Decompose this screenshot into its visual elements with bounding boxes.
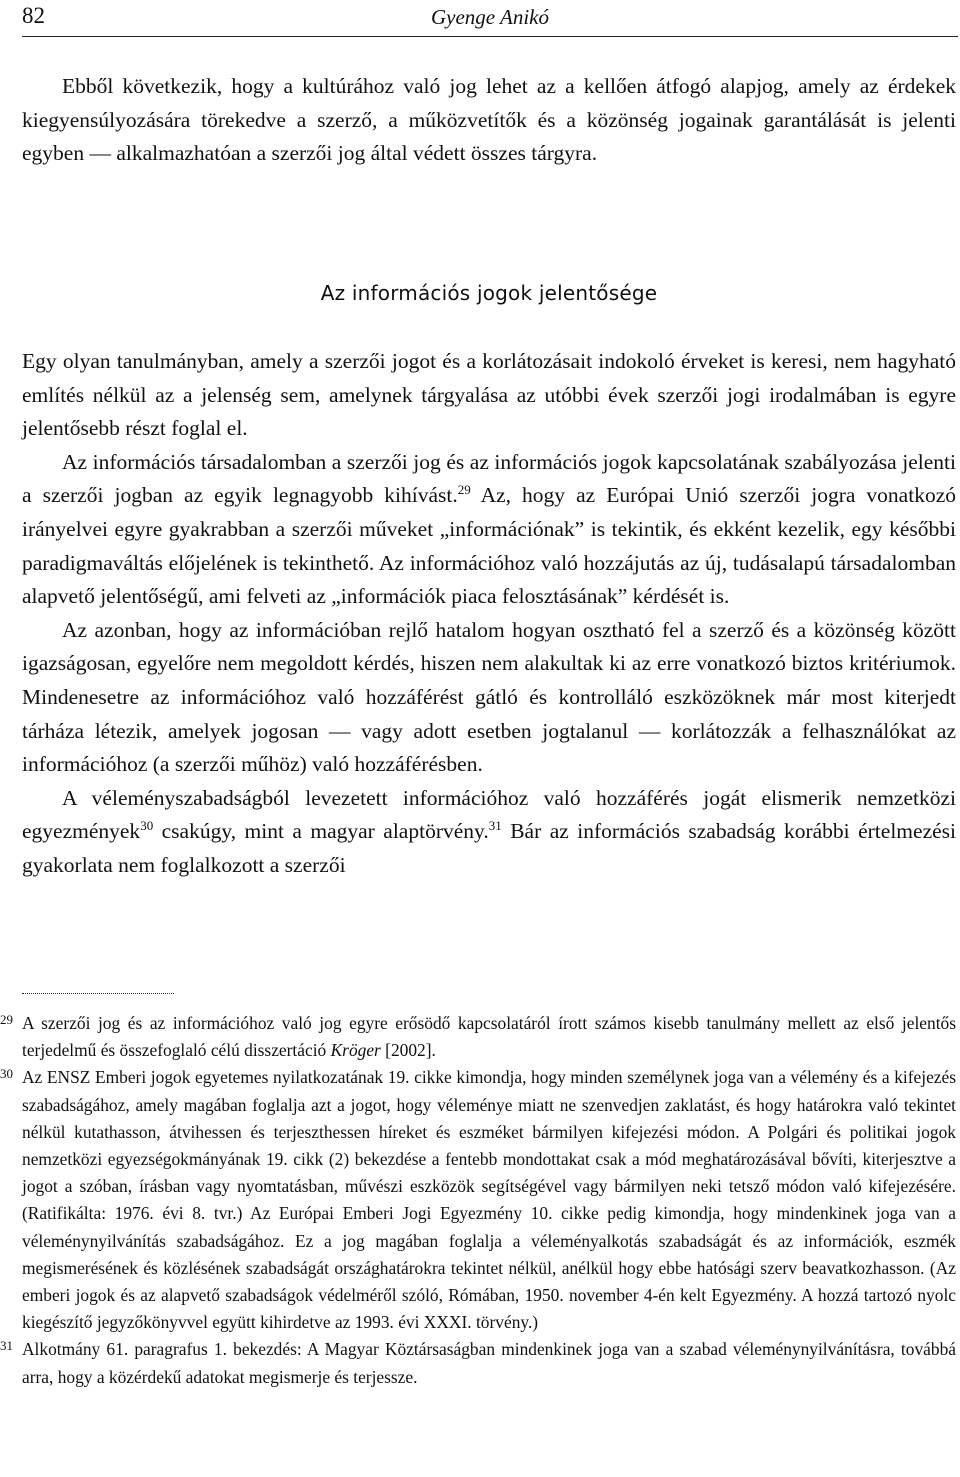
intro-paragraph: Ebből következik, hogy a kultúrához való jog lehet az a kellően átfogó alapjog, amely az érdekek kiegyensúlyozására törekedve a szerző, a műközvetítők és a közönség jogainak garantálását is jelenti egyben — alkalmazhatóan a szerzői jog által védett összes tárgyra. [22, 74, 956, 166]
footnote-29-author: Kröger [330, 1040, 381, 1061]
footnote-ref-30[interactable]: 30 [140, 818, 154, 834]
footnote-29-citation: [2002]. [380, 1040, 436, 1061]
footnote-29-text: A szerzői jog és az információhoz való jog egyre erősödő kapcsolatáról írott számos kisebb tanulmány mellett az első jelentős terjedelmű és összefoglaló célú disszertáció [22, 1013, 956, 1061]
footnote-ref-31[interactable]: 31 [488, 818, 502, 834]
paragraph-4-part-b: csakúgy, mint a magyar alaptörvény. [153, 819, 489, 844]
running-header [22, 0, 958, 37]
page-number: 82 [22, 3, 45, 28]
intro-section [22, 70, 956, 171]
paragraph-3: Az azonban, hogy az információban rejlő hatalom hogyan osztható fel a szerző és a közönség között igazságosan, egyelőre nem megoldott kérdés, hiszen nem alakultak ki az erre vonatkozó biztos kritériumok. Mindenesetre az információhoz való hozzáférést gátló és kontrolláló eszközöknek már most kiterjedt tárháza létezik, amelyek jogosan — vagy adott esetben jogtalanul — korlátozzák a felhasználókat az információhoz (a szerzői műhöz) való hozzáférésben. [22, 617, 956, 777]
paragraph-2 [22, 446, 956, 614]
footnote-number: 30 [0, 1066, 13, 1082]
footnote-29 [0, 1010, 956, 1064]
footnotes [0, 1010, 956, 1391]
footnote-text [22, 1010, 956, 1064]
footnote-number: 29 [0, 1012, 13, 1027]
paragraph-2-part-a: Az információs társadalomban a szerzői jog és az információs jogok kapcsolatának szabályozása jelenti a szerzői jogban az egyik legnagyobb kihívást. [22, 449, 956, 508]
footnote-31 [0, 1336, 956, 1390]
footnote-text: Az ENSZ Emberi jogok egyetemes nyilatkozatának 19. cikke kimondja, hogy minden személynek joga van a vélemény és a kifejezés szabadságához, amely magában foglalja azt a jogot, hogy véleménye miatt ne szenvedjen zaklatást, és hogy határokra való tekintet nélkül kutathasson, átvihessen és terjeszthessen híreket és eszméket bármilyen kifejezési módon. A Polgári és politikai jogok nemzetközi egyezségokmányának 19. cikk (2) bekezdése a fentebb mondottakat csak a mód meghatározásával bővíti, kiterjesztve a jogot a szóban, írásban vagy nyomtatásban, művészi eszközök segítségével vagy bármilyen neki tetsző módon való kifejezésére. (Ratifikálta: 1976. évi 8. tvr.) Az Európai Emberi Jogi Egyezmény 10. cikke pedig kimondja, hogy mindenkinek joga van a véleménynyilvánítás szabadságához. Ez a jog magában foglalja a véleményalkotás szabadságát és az információk, eszmék megismerésének és közlésének szabadságát országhatárokra tekintet nélkül, anélkül hogy ebbe hatósági szerv beavatkozhasson. (Az emberi jogok és az alapvető szabadságok védelméről szóló, Rómában, 1950. november 4-én kelt Egyezmény. A hozzá tartozó nyolc kiegészítő jegyzőkönyvvel együtt kihirdetve az 1993. évi XXXI. törvény.) [22, 1067, 956, 1333]
paragraph-2-part-b: Az, hogy az Európai Unió szerzői jogra vonatkozó irányelvei egyre gyakrabban a szerzői műveket „információnak” is tekintik, és ekként kezelik, egy későbbi paradigmaváltás előjelének is tekinthető. Az információhoz való hozzájutás az új, tudásalapú társadalomban alapvető jelentőségű, ami felveti az „információk piaca felosztásának” kérdését is. [22, 483, 956, 609]
footnote-text: Alkotmány 61. paragrafus 1. bekezdés: A Magyar Köztársaságban mindenkinek joga van a szabad véleménynyilvánításra, továbbá arra, hogy a közérdekű adatokat megismerje és terjessze. [22, 1339, 956, 1387]
footnote-number: 31 [0, 1338, 13, 1354]
section-heading: Az információs jogok jelentősége [320, 281, 658, 305]
paragraph-4-part-c: Bár az információs szabadság korábbi értelmezési gyakorlata nem foglalkozott a szerzői [22, 819, 956, 877]
main-text [22, 345, 956, 883]
footnote-ref-29[interactable]: 29 [457, 482, 471, 498]
footnote-separator [22, 993, 174, 994]
paragraph-1: Egy olyan tanulmányban, amely a szerzői jogot és a korlátozásait indokoló érveket is keresi, nem hagyható említés nélkül az a jelenség sem, amelynek tárgyalása az utóbbi évek szerzői jogi irodalmában is egyre jelentősebb részt foglal el. [22, 349, 956, 441]
running-title-author: Gyenge Anikó [431, 5, 549, 29]
paragraph-4-part-a: A véleményszabadságból levezetett információhoz való hozzáférés jogát elismerik nemzetközi egyezmények [22, 785, 956, 844]
paragraph-4 [22, 782, 956, 883]
footnote-30 [0, 1064, 956, 1336]
